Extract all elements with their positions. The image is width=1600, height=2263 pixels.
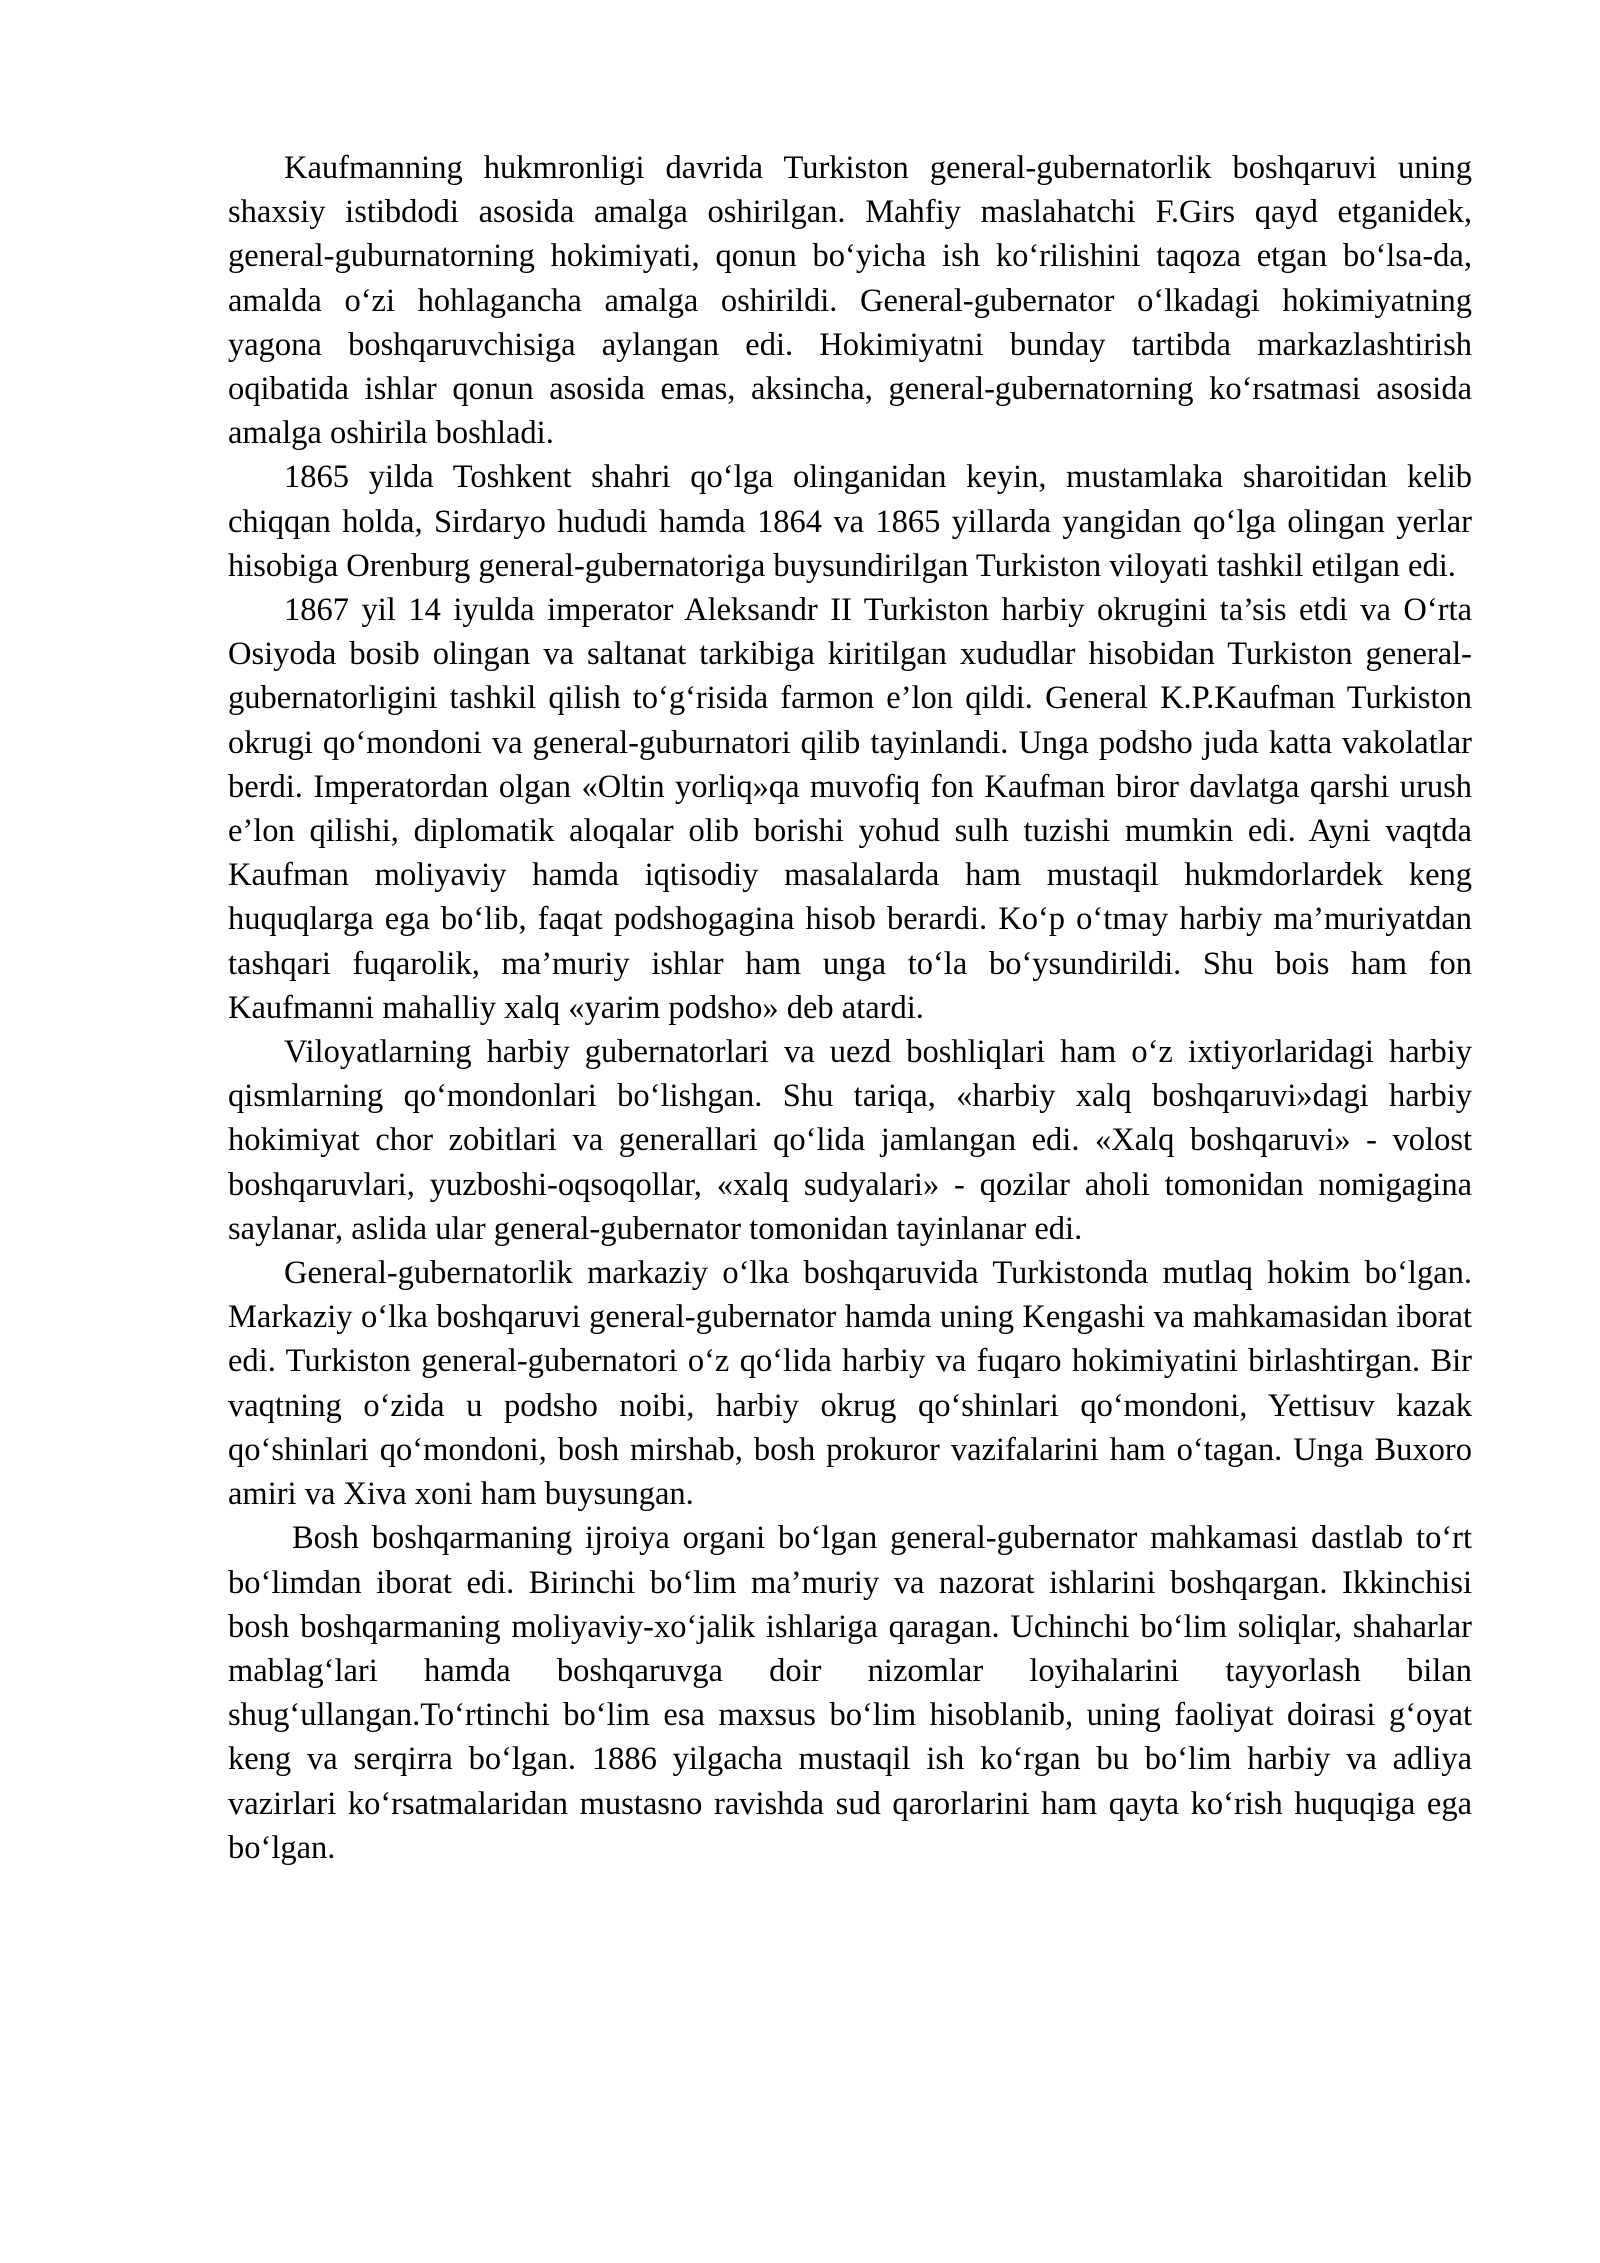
paragraph-chancellery-departments: Bosh boshqarmaning ijroiya organi bo‘lgan general-gubernator mahkamasi dastlab to‘rt bo‘limdan iborat edi. Birinchi bo‘lim ma’muriy va nazorat ishlarini boshqargan. Ikkinchisi bosh boshqarmaning moliyaviy-xo‘jalik ishlariga qaragan. Uchinchi bo‘lim soliqlar, shaharlar mablag‘lari hamda boshqaruvga doir nizomlar loyihalarini tayyorlash bilan shug‘ullangan.To‘rtinchi bo‘lim esa maxsus bo‘lim hisoblanib, uning faoliyat doirasi g‘oyat keng va serqirra bo‘lgan. 1886 yilgacha mustaqil ish ko‘rgan bu bo‘lim harbiy va adliya vazirlari ko‘rsatmalaridan mustasno ravishda sud qarorlarini ham qayta ko‘rish huquqiga ega bo‘lgan.: [228, 1520, 1472, 1866]
paragraph-turkiston-oblast-1865: 1865 yilda Toshkent shahri qo‘lga olinganidan keyin, mustamlaka sharoitidan kelib chiqqan holda, Sirdaryo hududi hamda 1864 va 1865 yillarda yangidan qo‘lga olingan yerlar hisobiga Orenburg general-gubernatoriga buysundirilgan Turkiston viloyati tashkil etilgan edi.: [228, 459, 1472, 584]
paragraph-military-governors: Viloyatlarning harbiy gubernatorlari va uezd boshliqlari ham o‘z ixtiyorlaridagi harbiy qismlarning qo‘mondonlari bo‘lishgan. Shu tariqa, «harbiy xalq boshqaruvi»dagi harbiy hokimiyat chor zobitlari va generallari qo‘lida jamlangan edi. «Xalq boshqaruvi» - volost boshqaruvlari, yuzboshi-oqsoqollar, «xalq sudyalari» - qozilar aholi tomonidan nomigagina saylanar, aslida ular general-gubernator tomonidan tayinlanar edi.: [228, 1034, 1472, 1247]
paragraph-central-administration: General-gubernatorlik markaziy o‘lka boshqaruvida Turkistonda mutlaq hokim bo‘lgan. Markaziy o‘lka boshqaruvi general-gubernator hamda uning Kengashi va mahkamasidan iborat edi. Turkiston general-gubernatori o‘z qo‘lida harbiy va fuqaro hokimiyatini birlashtirgan. Bir vaqtning o‘zida u podsho noibi, harbiy okrug qo‘shinlari qo‘mondoni, Yettisuv kazak qo‘shinlari qo‘mondoni, bosh mirshab, bosh prokuror vazifalarini ham o‘tagan. Unga Buxoro amiri va Xiva xoni ham buysungan.: [228, 1255, 1472, 1513]
document-page: [228, 146, 1472, 1870]
paragraph-governorate-1867: 1867 yil 14 iyulda imperator Aleksandr II Turkiston harbiy okrugini ta’sis etdi va O‘rta Osiyoda bosib olingan va saltanat tarkibiga kiritilgan xududlar hisobidan Turkiston general-gubernatorligini tashkil qilish to‘g‘risida farmon e’lon qildi. General K.P.Kaufman Turkiston okrugi qo‘mondoni va general-guburnatori qilib tayinlandi. Unga podsho juda katta vakolatlar berdi. Imperatordan olgan «Oltin yorliq»qa muvofiq fon Kaufman biror davlatga qarshi urush e’lon qilishi, diplomatik aloqalar olib borishi yohud sulh tuzishi mumkin edi. Ayni vaqtda Kaufman moliyaviy hamda iqtisodiy masalalarda ham mustaqil hukmdorlardek keng huquqlarga ega bo‘lib, faqat podshogagina hisob berardi. Ko‘p o‘tmay harbiy ma’muriyatdan tashqari fuqarolik, ma’muriy ishlar ham unga to‘la bo‘ysundirildi. Shu bois ham fon Kaufmanni mahalliy xalq «yarim podsho» deb atardi.: [228, 592, 1472, 1026]
paragraph-kaufman-rule: Kaufmanning hukmronligi davrida Turkiston general-gubernatorlik boshqaruvi uning shaxsiy istibdodi asosida amalga oshirilgan. Mahfiy maslahatchi F.Girs qayd etganidek, general-guburnatorning hokimiyati, qonun bo‘yicha ish ko‘rilishini taqoza etgan bo‘lsa-da, amalda o‘zi hohlagancha amalga oshirildi. General-gubernator o‘lkadagi hokimiyatning yagona boshqaruvchisiga aylangan edi. Hokimiyatni bunday tartibda markazlashtirish oqibatida ishlar qonun asosida emas, aksincha, general-gubernatorning ko‘rsatmasi asosida amalga oshirila boshladi.: [228, 150, 1472, 452]
